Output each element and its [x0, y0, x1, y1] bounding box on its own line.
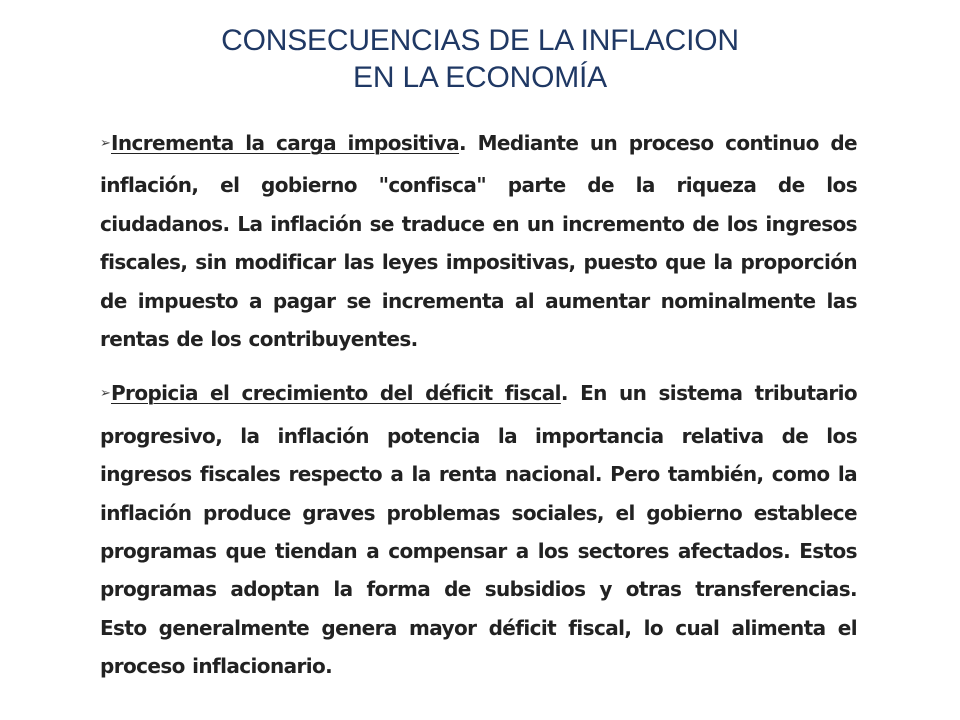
- bullet-paragraph-fiscal-deficit: [100, 374, 857, 685]
- slide-title-line-2: EN LA ECONOMÍA: [353, 61, 607, 94]
- arrow-bullet-icon: ➢: [100, 136, 111, 151]
- bullet-body-text: . Mediante un proceso continuo de inflación, el gobierno "confisca" parte de la riqueza de los ciudadanos. La inflación se traduce en un incremento de los ingresos fiscales, sin modificar las leyes impositivas, puesto que la proporción de impuesto a pagar se incrementa al aumentar nominalmente las rentas de los contribuyentes.: [100, 131, 857, 352]
- bullet-paragraph-tax-burden: [100, 124, 857, 358]
- bullet-lead-text: Propicia el crecimiento del déficit fiscal: [111, 381, 561, 406]
- bullet-lead-text: Incrementa la carga impositiva: [111, 131, 460, 155]
- slide-title: [0, 22, 960, 96]
- bullet-body-text: . En un sistema tributario progresivo, la inflación potencia la importancia relativa de los ingresos fiscales respecto a la renta nacional. Pero también, como la inflación produce graves problemas sociales, el gobierno establece programas que tiendan a compensar a los sectores afectados. Estos programas adoptan la forma de subsidios y otras transferencias. Esto generalmente genera mayor déficit fiscal, lo cual alimenta el proceso inflacionario.: [100, 381, 857, 679]
- slide-body: [100, 124, 857, 686]
- slide-title-line-1: CONSECUENCIAS DE LA INFLACION: [221, 24, 739, 57]
- arrow-bullet-icon: ➢: [100, 386, 111, 402]
